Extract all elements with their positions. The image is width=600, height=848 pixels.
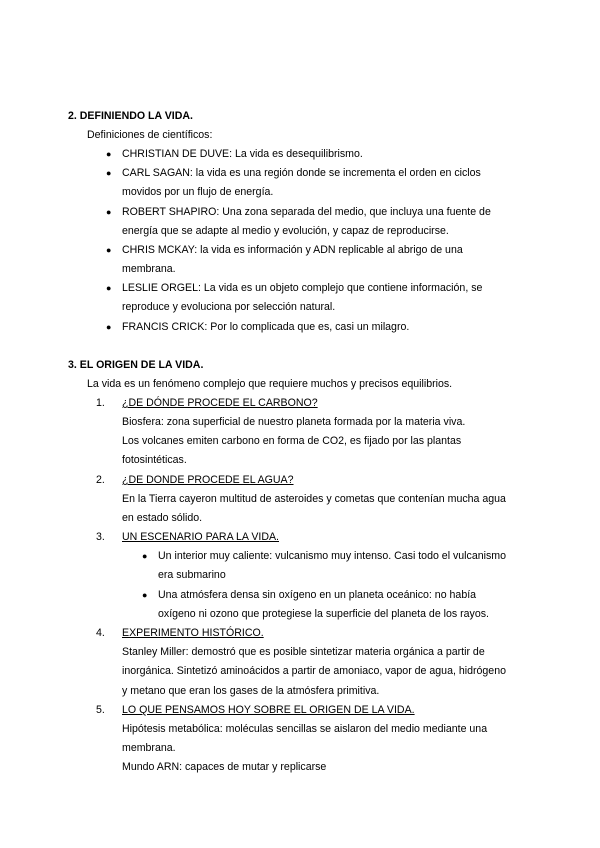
bullet-dot: ● <box>142 551 148 561</box>
bullet-dot: ● <box>106 245 112 255</box>
subsection-title: EXPERIMENTO HISTÓRICO. <box>122 627 264 639</box>
list-number: 3. <box>96 531 105 543</box>
section-3-heading: 3. EL ORIGEN DE LA VIDA. <box>68 359 204 371</box>
subsection-text: Mundo ARN: capaces de mutar y replicarse <box>122 761 327 773</box>
bullet-dot: ● <box>106 149 112 159</box>
scientist-definition-continued: movidos por un flujo de energía. <box>122 186 274 198</box>
subsection-text: inorgánica. Sintetizó aminoácidos a partir de amoniaco, vapor de agua, hidrógeno <box>122 665 506 677</box>
subsection-text: en estado sólido. <box>122 512 203 524</box>
subsection-text: Stanley Miller: demostró que es posible sintetizar materia orgánica a partir de <box>122 646 485 658</box>
subsection-title: UN ESCENARIO PARA LA VIDA. <box>122 531 279 543</box>
list-number: 1. <box>96 397 105 409</box>
scientist-definition: CARL SAGAN: la vida es una región donde se incrementa el orden en ciclos <box>122 167 481 179</box>
subsection-text: Biosfera: zona superficial de nuestro planeta formada por la materia viva. <box>122 416 466 428</box>
scenario-point: Una atmósfera densa sin oxígeno en un planeta oceánico: no había <box>158 589 477 601</box>
bullet-dot: ● <box>106 168 112 178</box>
scientist-definition: FRANCIS CRICK: Por lo complicada que es, casi un milagro. <box>122 321 410 333</box>
bullet-dot: ● <box>142 590 148 600</box>
scientist-definition: LESLIE ORGEL: La vida es un objeto complejo que contiene información, se <box>122 282 483 294</box>
bullet-dot: ● <box>106 283 112 293</box>
scientist-definition-continued: membrana. <box>122 263 176 275</box>
list-number: 5. <box>96 704 105 716</box>
section-2-intro: Definiciones de científicos: <box>87 129 213 141</box>
scientist-definition: ROBERT SHAPIRO: Una zona separada del medio, que incluya una fuente de <box>122 206 491 218</box>
scenario-point-continued: era submarino <box>158 569 226 581</box>
scientist-definition-continued: energía que se adapte al medio y evolución, y capaz de reproducirse. <box>122 225 449 237</box>
subsection-text: Los volcanes emiten carbono en forma de CO2, es fijado por las plantas <box>122 435 462 447</box>
list-number: 2. <box>96 474 105 486</box>
section-2-heading: 2. DEFINIENDO LA VIDA. <box>68 110 193 122</box>
bullet-dot: ● <box>106 207 112 217</box>
scientist-definition: CHRIS MCKAY: la vida es información y ADN replicable al abrigo de una <box>122 244 463 256</box>
subsection-title: ¿DE DONDE PROCEDE EL AGUA? <box>122 474 294 486</box>
subsection-text: Hipótesis metabólica: moléculas sencillas se aislaron del medio mediante una <box>122 723 488 735</box>
bullet-dot: ● <box>106 322 112 332</box>
scientist-definition: CHRISTIAN DE DUVE: La vida es desequilibrismo. <box>122 148 363 160</box>
subsection-text: membrana. <box>122 742 176 754</box>
list-number: 4. <box>96 627 105 639</box>
scientist-definition-continued: reproduce y evoluciona por selección natural. <box>122 301 336 313</box>
subsection-text: En la Tierra cayeron multitud de asteroides y cometas que contenían mucha agua <box>122 493 506 505</box>
scenario-point: Un interior muy caliente: vulcanismo muy intenso. Casi todo el vulcanismo <box>158 550 506 562</box>
subsection-title: LO QUE PENSAMOS HOY SOBRE EL ORIGEN DE LA VIDA. <box>122 704 415 716</box>
scenario-point-continued: oxígeno ni ozono que protegiese la superficie del planeta de los rayos. <box>158 608 489 620</box>
subsection-text: y metano que eran los gases de la atmósfera primitiva. <box>122 685 380 697</box>
subsection-text: fotosintéticas. <box>122 454 187 466</box>
section-3-intro: La vida es un fenómeno complejo que requiere muchos y precisos equilibrios. <box>87 378 453 390</box>
subsection-title: ¿DE DÓNDE PROCEDE EL CARBONO? <box>122 397 318 409</box>
